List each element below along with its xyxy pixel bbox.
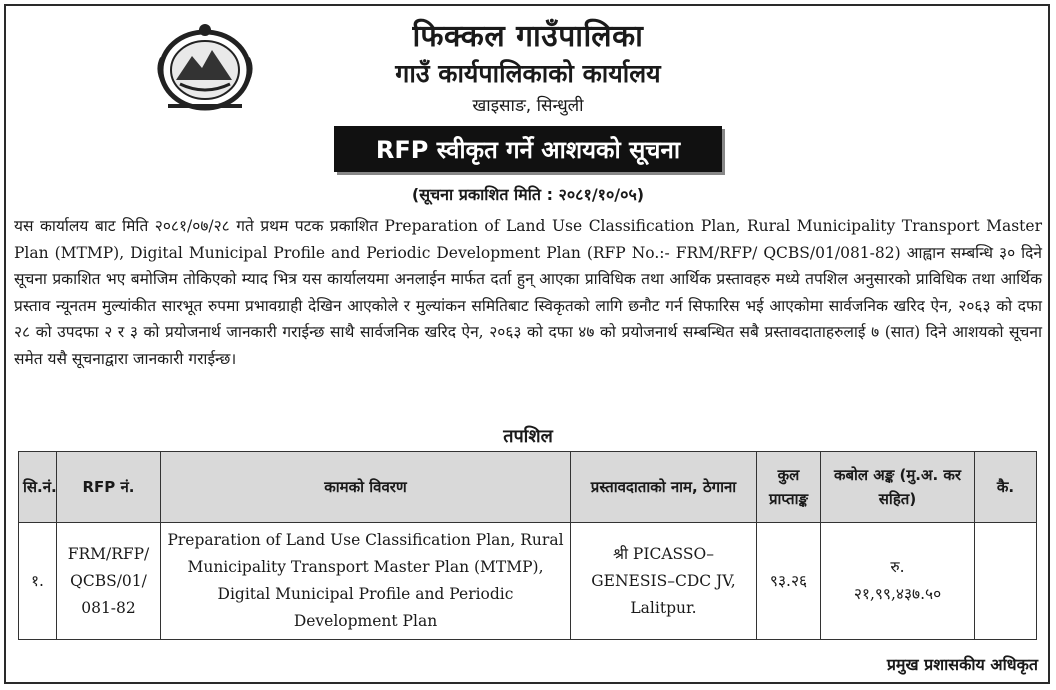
col-header-amount: कबोल अङ्क (मु.अ. कर सहित) bbox=[821, 452, 975, 523]
cell-score: ९३.२६ bbox=[757, 523, 821, 640]
notice-title: RFP स्वीकृत गर्ने आशयको सूचना bbox=[375, 135, 681, 164]
office-name: फिक्कल गाउँपालिका bbox=[412, 19, 644, 54]
col-header-score: कुल प्राप्ताङ्क bbox=[757, 452, 821, 523]
col-header-rfp: RFP नं. bbox=[57, 452, 161, 523]
amount-value: २१,९९,४३७.५० bbox=[853, 585, 942, 603]
signatory: प्रमुख प्रशासकीय अधिकृत bbox=[886, 655, 1038, 674]
col-header-bidder: प्रस्तावदाताको नाम, ठेगाना bbox=[571, 452, 757, 523]
table-title: तपशिल bbox=[503, 426, 553, 447]
cell-rfp: FRM/RFP/ QCBS/01/ 081-82 bbox=[57, 523, 161, 640]
notice-paragraph: यस कार्यालय बाट मिति २०८१/०७/२८ गते प्रथम पटक प्रकाशित Preparation of Land Use Classification Plan, Rural Municipality Transport Master Plan (MTMP), Digital Municipal Profile and Periodic Development Plan (RFP No.:- FRM/RFP/ QCBS/01/081-82) आह्वान सम्बन्धि ३० दिने सूचना प्रकाशित भए बमोजिम तोकिएको म्याद भित्र यस कार्यालयमा अनलाईन मार्फत दर्ता हुन् आएका प्राविधिक तथा आर्थिक प्रस्तावहरु मध्ये तपशिल अनुसारको प्राविधिक तथा आर्थिक प्रस्ताव न्यूनतम मुल्यांकीत सारभूत रुपमा प्रभावग्राही देखिन आएकोले र मुल्यांकन समितिबाट स्विकृतको लागि छनौट गर्न सिफारिस भई आएकोमा सार्वजनिक खरिद ऐन, २०६३ को दफा २८ को उपदफा २ र ३ को प्रयोजनार्थ जानकारी गराईन्छ साथै सार्वजनिक खरिद ऐन, २०६३ को दफा ४७ को प्रयोजनार्थ सम्बन्धित सबै प्रस्तावदाताहरुलाई ७ (सात) दिने आशयको सूचना समेत यसै सूचनाद्वारा जानकारी गराईन्छ। bbox=[14, 217, 1042, 368]
cell-description: Preparation of Land Use Classification Plan, Rural Municipality Transport Master Plan (MTMP), Digital Municipal Profile and Periodic Development Plan bbox=[161, 523, 571, 640]
publish-date: (सूचना प्रकाशित मिति : २०८१/१०/०५) bbox=[411, 185, 645, 204]
notice-title-banner bbox=[334, 126, 722, 172]
office-address: खाइसाङ, सिन्धुली bbox=[472, 96, 584, 116]
cell-amount bbox=[821, 523, 975, 640]
table-header-row bbox=[19, 452, 1037, 523]
cell-sn: १. bbox=[19, 523, 57, 640]
details-table bbox=[18, 451, 1037, 640]
col-header-remarks: कै. bbox=[975, 452, 1037, 523]
cell-bidder: श्री PICASSO–GENESIS–CDC JV, Lalitpur. bbox=[571, 523, 757, 640]
col-header-description: कामको विवरण bbox=[161, 452, 571, 523]
office-subtitle: गाउँ कार्यपालिकाको कार्यालय bbox=[395, 59, 661, 88]
amount-currency: रु. bbox=[890, 558, 905, 576]
col-header-sn: सि.नं. bbox=[19, 452, 57, 523]
cell-remarks bbox=[975, 523, 1037, 640]
table-row bbox=[19, 523, 1037, 640]
